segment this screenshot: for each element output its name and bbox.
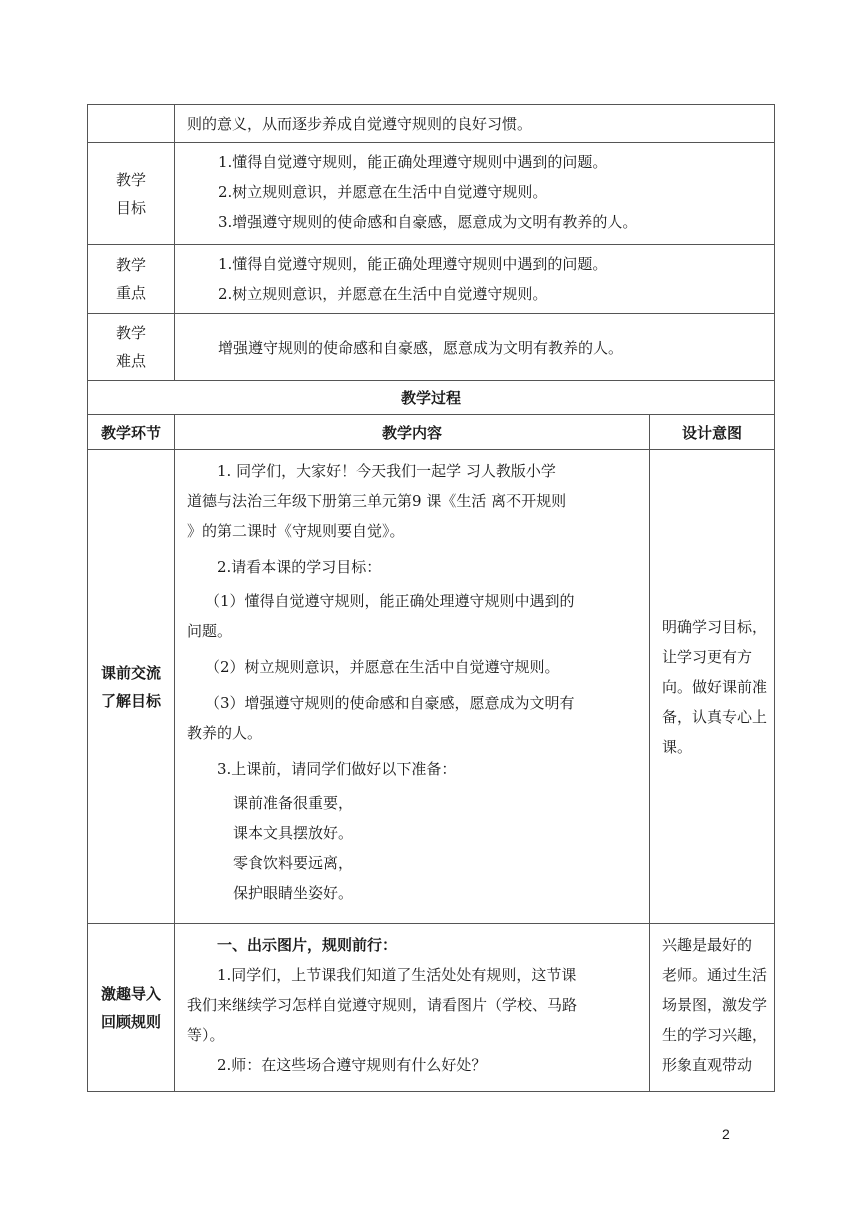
process-title-row: [88, 381, 775, 415]
continuation-row: [88, 105, 775, 143]
rhyme-line: 零食饮料要远离，: [233, 854, 354, 872]
stage-content: [175, 450, 650, 924]
difficulties-label: 教学 难点: [88, 314, 175, 381]
goal-item: （1）懂得自觉遵守规则，能正确处理遵守规则中遇到的: [205, 592, 575, 610]
lesson-plan-table: [87, 104, 775, 1092]
column-header-intent: 设计意图: [649, 415, 774, 450]
key-points-row: [88, 245, 775, 314]
column-header-content: 教学内容: [175, 415, 650, 450]
rhyme-line: 课本文具摆放好。: [233, 824, 354, 842]
rhyme-line: 课前准备很重要，: [233, 794, 354, 812]
goal-item: （2）树立规则意识，并愿意在生活中自觉遵守规则。: [205, 658, 560, 676]
stage-label: 激趣导入 回顾规则: [88, 924, 175, 1092]
empty-label-cell: [88, 105, 175, 143]
stage-row: [88, 450, 775, 924]
key-points-label: 教学 重点: [88, 245, 175, 314]
objectives-label: 教学 目标: [88, 143, 175, 245]
key-point-item: 2.树立规则意识，并愿意在生活中自觉遵守规则。: [218, 285, 548, 303]
objectives-list: [175, 147, 774, 237]
objective-item: 3.增强遵守规则的使命感和自豪感，愿意成为文明有教养的人。: [218, 213, 638, 231]
key-points-list: [175, 249, 774, 309]
content-paragraph: 等）。: [187, 1026, 225, 1044]
stage-intent: 兴趣是最好的 老师。通过生活 场景图，激发学 生的学习兴趣， 形象直观带动: [649, 924, 774, 1092]
difficulties-row: [88, 314, 775, 381]
content-paragraph: 1. 同学们，大家好！今天我们一起学 习人教版小学: [217, 462, 556, 480]
goal-item: 教养的人。: [187, 724, 263, 742]
difficulties-text: 增强遵守规则的使命感和自豪感，愿意成为文明有教养的人。: [218, 338, 624, 357]
continuation-text: 则的意义，从而逐步养成自觉遵守规则的良好习惯。: [187, 115, 533, 133]
goal-item: （3）增强遵守规则的使命感和自豪感，愿意成为文明有: [205, 694, 575, 712]
stage-content: [175, 924, 650, 1092]
stage-row: [88, 924, 775, 1092]
content-paragraph: 3.上课前，请同学们做好以下准备：: [217, 760, 457, 778]
stage-label: 课前交流 了解目标: [88, 450, 175, 924]
content-paragraph: 1.同学们，上节课我们知道了生活处处有规则，这节课: [217, 966, 577, 984]
content-paragraph: 我们来继续学习怎样自觉遵守规则，请看图片（学校、马路: [187, 996, 578, 1014]
goal-item: 问题。: [187, 622, 233, 640]
section-heading: 一、出示图片，规则前行：: [217, 936, 398, 954]
objective-item: 2.树立规则意识，并愿意在生活中自觉遵守规则。: [218, 183, 548, 201]
content-paragraph: 》的第二课时《守规则要自觉》。: [187, 522, 405, 540]
content-paragraph: 2.请看本课的学习目标：: [217, 558, 382, 576]
objective-item: 1.懂得自觉遵守规则，能正确处理遵守规则中遇到的问题。: [218, 153, 608, 171]
objectives-row: [88, 143, 775, 245]
column-header-stage: 教学环节: [88, 415, 175, 450]
column-header-row: [88, 415, 775, 450]
key-point-item: 1.懂得自觉遵守规则，能正确处理遵守规则中遇到的问题。: [218, 255, 608, 273]
content-paragraph: 2.师：在这些场合遵守规则有什么好处？: [217, 1056, 487, 1074]
page-number: 2: [722, 1126, 730, 1142]
process-title: 教学过程: [88, 381, 775, 415]
rhyme-line: 保护眼睛坐姿好。: [233, 884, 354, 902]
content-paragraph: 道德与法治三年级下册第三单元第9 课《生活 离不开规则: [187, 492, 567, 510]
stage-intent: 明确学习目标， 让学习更有方 向。做好课前准 备，认真专心上 课。: [649, 450, 774, 924]
